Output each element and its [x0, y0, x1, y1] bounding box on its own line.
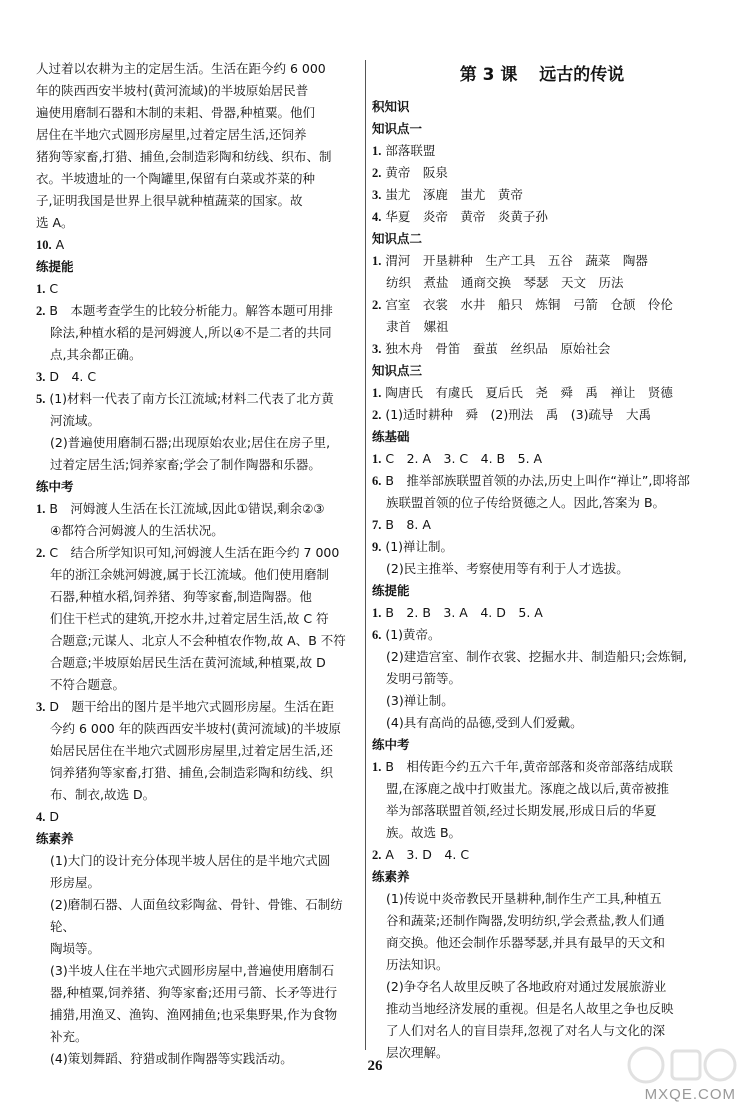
item-text: 华夏 炎帝 黄帝 炎黄子孙 [381, 209, 548, 224]
item-number: 3. [372, 342, 382, 356]
answer-line: (3)半坡人住在半地穴式圆形房屋中,普遍使用磨制石 [50, 963, 335, 978]
answer-item [372, 448, 712, 470]
answer-line: (4)策划舞蹈、狩猎或制作陶器等实践活动。 [50, 1051, 293, 1066]
answer-item [36, 366, 362, 388]
item-number: 1. [372, 144, 382, 158]
section-heading: 练提能 [372, 583, 410, 598]
item-text: (1)禅让制。 [381, 539, 454, 554]
answer-line: 了人们对名人的盲目崇拜,忽视了对名人与文化的深 [386, 1023, 665, 1038]
answer-line: 器,种植粟,饲养猪、狗等家畜;还用弓箭、长矛等进行 [50, 985, 338, 1000]
item-text: C [45, 281, 59, 296]
item-text: C 2. A 3. C 4. B 5. A [381, 451, 543, 466]
answer-item [36, 498, 362, 520]
item-number: 2. [36, 304, 46, 318]
answer-item [372, 250, 712, 272]
item-text: D 4. C [45, 369, 97, 384]
item-number: 1. [372, 760, 382, 774]
watermark-text: MXQE.COM [644, 1086, 736, 1103]
answer-line: 石器,种植水稻,饲养猪、狗等家畜,制造陶器。他 [50, 589, 312, 604]
answer-line: 今约 6 000 年的陕西西安半坡村(黄河流域)的半坡原 [50, 721, 341, 736]
answer-line: (1)传说中炎帝教民开垦耕种,制作生产工具,种植五 [386, 891, 662, 906]
item-number: 1. [36, 502, 46, 516]
item-text: B 本题考查学生的比较分析能力。解答本题可用排 [45, 303, 333, 318]
column-divider [365, 60, 366, 1050]
answer-item [372, 162, 712, 184]
item-number: 1. [36, 282, 46, 296]
item-text: B 河姆渡人生活在长江流域,因此①错误,剩余②③ [45, 501, 325, 516]
item-text: (1)适时耕种 舜 (2)刑法 禹 (3)疏导 大禹 [381, 407, 651, 422]
item-number: 3. [372, 188, 382, 202]
item-text: A [51, 237, 65, 252]
answer-item [372, 294, 712, 316]
section-heading: 知识点一 [372, 121, 423, 136]
answer-line: 隶首 嫘祖 [386, 319, 449, 334]
answer-line: 年的浙江余姚河姆渡,属于长江流域。他们使用磨制 [50, 567, 329, 582]
answer-item [372, 404, 712, 426]
answer-line: 捕猎,用渔叉、渔钩、渔网捕鱼;也采集野果,作为食物 [50, 1007, 338, 1022]
answer-line: 陶埙等。 [50, 941, 101, 956]
item-text: C 结合所学知识可知,河姆渡人生活在距今约 7 000 [45, 545, 340, 560]
answer-line: 举为部落联盟首领,经过长期发展,形成日后的华夏 [386, 803, 657, 818]
answer-item [36, 278, 362, 300]
answer-line: 过着定居生活;饲养家畜;学会了制作陶器和乐器。 [50, 457, 321, 472]
item-number: 4. [372, 210, 382, 224]
section-heading: 练素养 [36, 831, 74, 846]
item-number: 5. [36, 392, 46, 406]
answer-line: 族联盟首领的位子传给贤德之人。因此,答案为 B。 [386, 495, 666, 510]
section-heading: 练素养 [372, 869, 410, 884]
item-number: 2. [372, 408, 382, 422]
answer-item [372, 756, 712, 778]
item-number: 2. [36, 546, 46, 560]
answer-item [372, 140, 712, 162]
answer-line: (2)普遍使用磨制石器;出现原始农业;居住在房子里, [50, 435, 331, 450]
answer-item [372, 470, 712, 492]
item-text: B 相传距今约五六千年,黄帝部落和炎帝部落结成联 [381, 759, 673, 774]
item-text: 黄帝 阪泉 [381, 165, 448, 180]
answer-line: 河流域。 [50, 413, 101, 428]
item-text: (1)材料一代表了南方长江流域;材料二代表了北方黄 [45, 391, 334, 406]
item-number: 3. [36, 370, 46, 384]
answer-line: 历法知识。 [386, 957, 449, 972]
answer-line: 发明弓箭等。 [386, 671, 462, 686]
answer-item [372, 602, 712, 624]
lesson-name: 远古的传说 [539, 65, 625, 85]
answer-line: 盟,在涿鹿之战中打败蚩尤。涿鹿之战以后,黄帝被推 [386, 781, 669, 796]
answer-line: 推动当地经济发展的重视。但是名人故里之争也反映 [386, 1001, 674, 1016]
answer-item [372, 844, 712, 866]
item-number: 4. [36, 810, 46, 824]
item-number: 10. [36, 238, 52, 252]
answer-item [372, 184, 712, 206]
answer-line: (2)磨制石器、人面鱼纹彩陶盆、骨针、骨锥、石制纺轮、 [50, 897, 343, 934]
item-number: 2. [372, 298, 382, 312]
section-heading: 积知识 [372, 99, 410, 114]
answer-line: (2)争夺名人故里反映了各地政府对通过发展旅游业 [386, 979, 667, 994]
item-number: 3. [36, 700, 46, 714]
item-text: B 8. A [381, 517, 431, 532]
section-heading: 练中考 [36, 479, 74, 494]
left-column [36, 58, 362, 1070]
answer-item [36, 806, 362, 828]
answer-item [372, 382, 712, 404]
answer-line: 商交换。他还会制作乐器琴瑟,并具有最早的天文和 [386, 935, 665, 950]
answer-line: (2)民主推举、考察使用等有利于人才选拔。 [386, 561, 629, 576]
item-text: B 2. B 3. A 4. D 5. A [381, 605, 543, 620]
item-text: B 推举部族联盟首领的办法,历史上叫作“禅让”,即将部 [381, 473, 690, 488]
answer-item [36, 234, 362, 256]
answer-line: (1)大门的设计充分体现半坡人居住的是半地穴式圆 [50, 853, 331, 868]
answer-line: ④都符合河姆渡人的生活状况。 [50, 523, 224, 538]
answer-item [36, 696, 362, 718]
paragraph-line: 遍使用磨制石器和木制的耒耜、骨器,种植粟。他们 [36, 105, 315, 120]
item-number: 1. [372, 452, 382, 466]
answer-line: 们住干栏式的建筑,开挖水井,过着定居生活,故 C 符 [50, 611, 329, 626]
item-text: 独木舟 骨笛 蚕茧 丝织品 原始社会 [381, 341, 611, 356]
item-number: 1. [372, 254, 382, 268]
answer-line: 除法,种植水稻的是河姆渡人,所以④不是二者的共同 [50, 325, 332, 340]
paragraph-line: 年的陕西西安半坡村(黄河流域)的半坡原始居民普 [36, 83, 309, 98]
answer-line: 合题意;半坡原始居民生活在黄河流域,种植粟,故 D [50, 655, 326, 670]
answer-line: 点,其余都正确。 [50, 347, 142, 362]
section-heading: 练提能 [36, 259, 74, 274]
answer-line: 始居民居住在半地穴式圆形房屋里,过着定居生活,还 [50, 743, 333, 758]
answer-line: 补充。 [50, 1029, 88, 1044]
answer-line: 不符合题意。 [50, 677, 126, 692]
section-heading: 练中考 [372, 737, 410, 752]
answer-item [372, 206, 712, 228]
answer-item [372, 536, 712, 558]
item-number: 6. [372, 628, 382, 642]
item-number: 1. [372, 606, 382, 620]
answer-line: 形房屋。 [50, 875, 101, 890]
answer-line: 合题意;元谋人、北京人不会种植农作物,故 A、B 不符 [50, 633, 346, 648]
item-number: 1. [372, 386, 382, 400]
item-number: 7. [372, 518, 382, 532]
answer-line: 布、制衣,故选 D。 [50, 787, 156, 802]
item-text: 部落联盟 [381, 143, 436, 158]
section-heading: 知识点二 [372, 231, 423, 246]
answer-item [36, 388, 362, 410]
item-text: 陶唐氏 有虞氏 夏后氏 尧 舜 禹 禅让 贤德 [381, 385, 673, 400]
item-text: 渭河 开垦耕种 生产工具 五谷 蔬菜 陶器 [381, 253, 648, 268]
answer-line: 谷和蔬菜;还制作陶器,发明纺织,学会煮盐,教人们通 [386, 913, 665, 928]
item-number: 2. [372, 848, 382, 862]
item-text: D [45, 809, 59, 824]
item-text: D 题干给出的图片是半地穴式圆形房屋。生活在距 [45, 699, 334, 714]
item-text: (1)黄帝。 [381, 627, 441, 642]
answer-item [372, 624, 712, 646]
right-column [372, 58, 712, 1064]
answer-line: (3)禅让制。 [386, 693, 454, 708]
item-text: 蚩尤 涿鹿 蚩尤 黄帝 [381, 187, 523, 202]
paragraph-line: 子,证明我国是世界上很早就种植蔬菜的国家。故 [36, 193, 303, 208]
answer-item [36, 300, 362, 322]
lesson-label: 第 3 课 [459, 65, 518, 85]
lesson-title [372, 60, 712, 90]
page-number: 26 [367, 1058, 383, 1074]
answer-item [36, 542, 362, 564]
answer-item [372, 514, 712, 536]
answer-item [372, 338, 712, 360]
answer-line: 纺织 煮盐 通商交换 琴瑟 天文 历法 [386, 275, 624, 290]
paragraph-line: 选 A。 [36, 215, 74, 230]
item-text: 宫室 衣裳 水井 船只 炼铜 弓箭 仓颉 伶伦 [381, 297, 673, 312]
right-column-body [372, 96, 712, 1064]
answer-line: (2)建造宫室、制作衣裳、挖掘水井、制造船只;会炼铜, [386, 649, 687, 664]
section-heading: 知识点三 [372, 363, 423, 378]
item-number: 6. [372, 474, 382, 488]
paragraph-line: 衣。半坡遗址的一个陶罐里,保留有白菜或芥菜的种 [36, 171, 315, 186]
answer-line: 族。故选 B。 [386, 825, 462, 840]
section-heading: 练基础 [372, 429, 410, 444]
paragraph-line: 居住在半地穴式圆形房屋里,过着定居生活,还饲养 [36, 127, 307, 142]
answer-line: (4)具有高尚的品德,受到人们爱戴。 [386, 715, 583, 730]
paragraph-line: 人过着以农耕为主的定居生活。生活在距今约 6 000 [36, 61, 326, 76]
answer-line: 层次理解。 [386, 1045, 449, 1060]
item-text: A 3. D 4. C [381, 847, 470, 862]
paragraph-line: 猪狗等家畜,打猎、捕鱼,会制造彩陶和纺线、织布、制 [36, 149, 332, 164]
answer-line: 饲养猪狗等家畜,打猎、捕鱼,会制造彩陶和纺线、织 [50, 765, 333, 780]
item-number: 2. [372, 166, 382, 180]
item-number: 9. [372, 540, 382, 554]
